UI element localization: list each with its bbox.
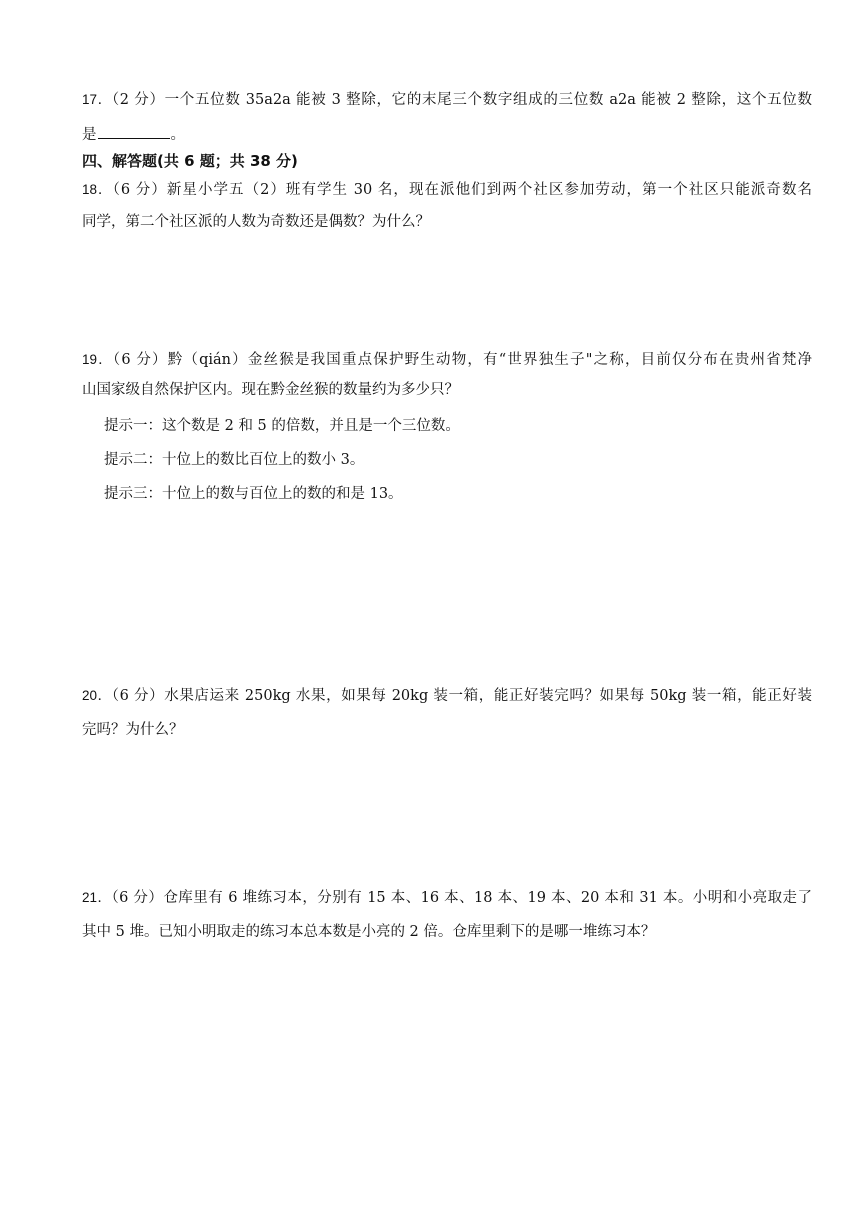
q17-line2 [82,124,812,145]
q21-number: 21． [82,890,112,905]
q21-score: （6 分） [111,890,164,906]
q18-score: （6 分） [112,182,167,198]
q19-line2: 山国家级自然保护区内。现在黔金丝猴的数量约为多少只？ [82,382,459,398]
q19-number: 19． [82,352,113,367]
q18-line1 [82,180,812,200]
q17-line1 [82,90,812,110]
q17-score: （2 分） [111,92,165,108]
q19-score: （6 分） [112,352,168,368]
q19-hint-1: 提示一：这个数是 2 和 5 的倍数，并且是一个三位数。 [104,418,460,434]
q20-line1 [82,686,812,706]
q19-hint-2: 提示二：十位上的数比百位上的数小 3。 [104,452,365,468]
q20-text-line1: 水果店运来 250kg 水果，如果每 20kg 装一箱，能正好装完吗？如果每 50kg 装一箱，能正好装 [164,688,812,704]
q21-line1 [82,888,812,908]
q21-line2: 其中 5 堆。已知小明取走的练习本总本数是小亮的 2 倍。仓库里剩下的是哪一堆练习本？ [82,924,656,940]
q19-hint-3: 提示三：十位上的数与百位上的数的和是 13。 [104,486,403,502]
section-4-heading: 四、解答题(共 6 题；共 38 分) [82,152,298,170]
q17-number: 17． [82,92,112,107]
q18-number: 18． [82,182,113,197]
q19-line1 [82,350,812,370]
q20-score: （6 分） [111,688,165,704]
q18-text-line1: 新星小学五（2）班有学生 30 名，现在派他们到两个社区参加劳动，第一个社区只能派奇数名 [166,182,812,198]
q20-line2: 完吗？为什么？ [82,722,184,738]
q19-text-line1: 黔（qián）金丝猴是我国重点保护野生动物，有“世界独生子"之称，目前仅分布在贵州省梵净 [167,352,812,368]
q21-text-line1: 仓库里有 6 堆练习本，分别有 15 本、16 本、18 本、19 本、20 本和 31 本。小明和小亮取走了 [163,890,812,906]
q18-line2: 同学，第二个社区派的人数为奇数还是偶数？为什么？ [82,214,430,230]
q17-text-line2-suffix: 。 [170,127,185,143]
q20-number: 20． [82,688,112,703]
q17-text-line1: 一个五位数 35a2a 能被 3 整除，它的末尾三个数字组成的三位数 a2a 能被 2 整除，这个五位数 [164,92,812,108]
q17-answer-blank[interactable] [98,124,170,139]
q17-text-line2-prefix: 是 [82,127,97,143]
